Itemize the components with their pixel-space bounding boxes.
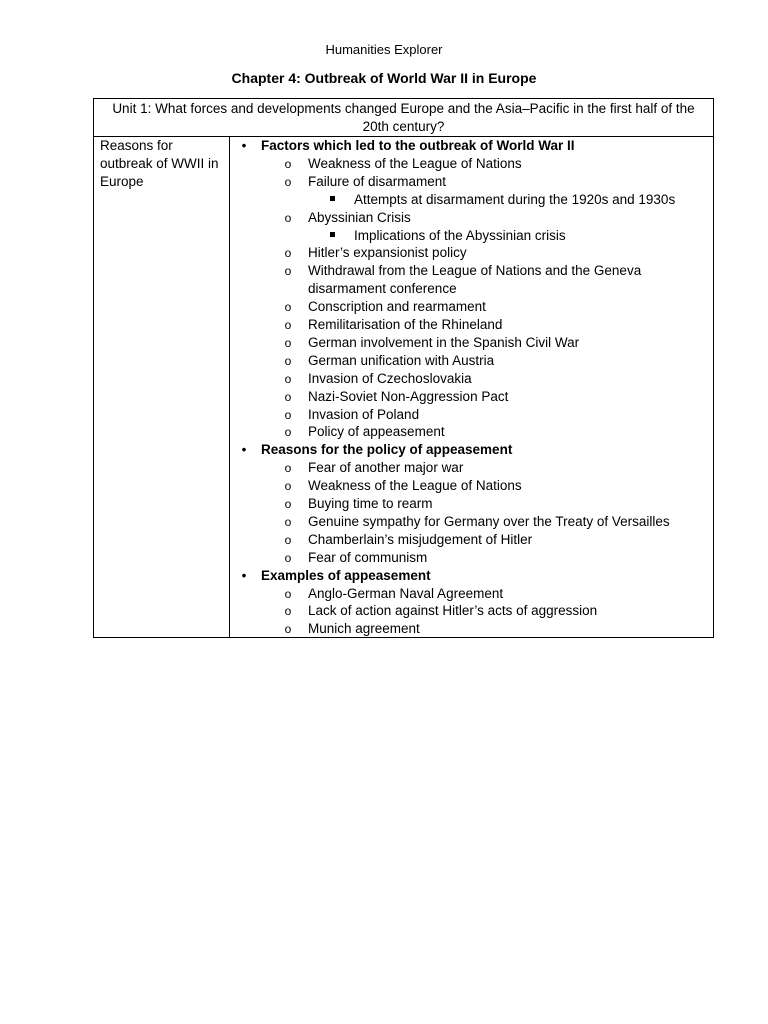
outline-item-text: German unification with Austria xyxy=(308,352,495,368)
page-header: Humanities Explorer xyxy=(325,42,443,57)
circle-bullet-icon: o xyxy=(284,335,292,350)
circle-bullet-icon: o xyxy=(284,210,292,225)
outline-item-text: Nazi-Soviet Non-Aggression Pact xyxy=(308,388,509,404)
outline-item-text: German involvement in the Spanish Civil War xyxy=(308,334,580,350)
bullet-icon: • xyxy=(241,138,247,153)
circle-bullet-icon: o xyxy=(284,586,292,601)
outline-item-text: Lack of action against Hitler’s acts of aggression xyxy=(308,603,598,619)
circle-bullet-icon: o xyxy=(284,300,292,315)
outline-item-text: Invasion of Czechoslovakia xyxy=(308,370,472,386)
circle-bullet-icon: o xyxy=(284,264,292,279)
circle-bullet-icon: o xyxy=(284,156,292,171)
square-bullet-icon xyxy=(330,232,335,237)
circle-bullet-icon: o xyxy=(284,550,292,565)
outline-item-text: Reasons for the policy of appeasement xyxy=(261,442,513,458)
circle-bullet-icon: o xyxy=(284,479,292,494)
outline-item-text: Attempts at disarmament during the 1920s and 1930s xyxy=(354,191,676,207)
topic-cell: Reasons for outbreak of WWII in Europe xyxy=(94,137,230,637)
circle-bullet-icon: o xyxy=(284,371,292,386)
bullet-icon: • xyxy=(241,442,247,458)
circle-bullet-icon: o xyxy=(284,353,292,368)
unit-question: Unit 1: What forces and developments changed Europe and the Asia–Pacific in the first half of the 20th century? xyxy=(94,99,713,137)
outline-item-text: Fear of communism xyxy=(308,549,428,565)
outline-item-text: Conscription and rearmament xyxy=(308,299,486,315)
outline-item-text: Genuine sympathy for Germany over the Treaty of Versailles xyxy=(308,513,670,529)
circle-bullet-icon: o xyxy=(284,425,292,440)
circle-bullet-icon: o xyxy=(284,389,292,404)
circle-bullet-icon: o xyxy=(284,497,292,511)
circle-bullet-icon: o xyxy=(284,532,292,547)
chapter-title: Chapter 4: Outbreak of World War II in Europe xyxy=(231,70,537,86)
outline-item-text: Anglo-German Naval Agreement xyxy=(308,585,504,601)
bullet-icon: • xyxy=(241,567,247,583)
outline-item-text: Hitler’s expansionist policy xyxy=(308,245,467,261)
circle-bullet-icon: o xyxy=(284,174,292,189)
outline-item-text: Weakness of the League of Nations xyxy=(308,478,522,494)
outline-item-text: Factors which led to the outbreak of World War II xyxy=(261,138,575,153)
outline-table xyxy=(93,98,714,638)
circle-bullet-icon: o xyxy=(284,514,292,529)
circle-bullet-icon: o xyxy=(284,461,292,476)
circle-bullet-icon: o xyxy=(284,407,292,422)
outline-item-text: Examples of appeasement xyxy=(261,567,431,583)
outline-item-text: Invasion of Poland xyxy=(308,406,420,422)
outline-item-text: Buying time to rearm xyxy=(308,496,433,511)
square-bullet-icon xyxy=(330,196,335,201)
circle-bullet-icon: o xyxy=(284,318,292,332)
outline-cell xyxy=(231,137,713,637)
outline-item-text: Remilitarisation of the Rhineland xyxy=(308,317,503,332)
outline-item-text: Abyssinian Crisis xyxy=(308,209,411,225)
outline-item-text: disarmament conference xyxy=(308,281,457,297)
outline-item-text: Withdrawal from the League of Nations and the Geneva xyxy=(308,263,642,279)
outline-item-text: Implications of the Abyssinian crisis xyxy=(354,227,566,243)
outline-item-text: Failure of disarmament xyxy=(308,173,447,189)
outline-item-text: Fear of another major war xyxy=(308,460,464,476)
outline-item-text: Munich agreement xyxy=(308,621,420,637)
outline-item-text: Chamberlain’s misjudgement of Hitler xyxy=(308,531,533,547)
outline-item-text: Policy of appeasement xyxy=(308,424,445,440)
outline-item-text: Weakness of the League of Nations xyxy=(308,155,522,171)
table-body-row xyxy=(94,137,713,637)
circle-bullet-icon: o xyxy=(284,246,292,261)
circle-bullet-icon: o xyxy=(284,604,292,619)
circle-bullet-icon: o xyxy=(284,622,292,637)
